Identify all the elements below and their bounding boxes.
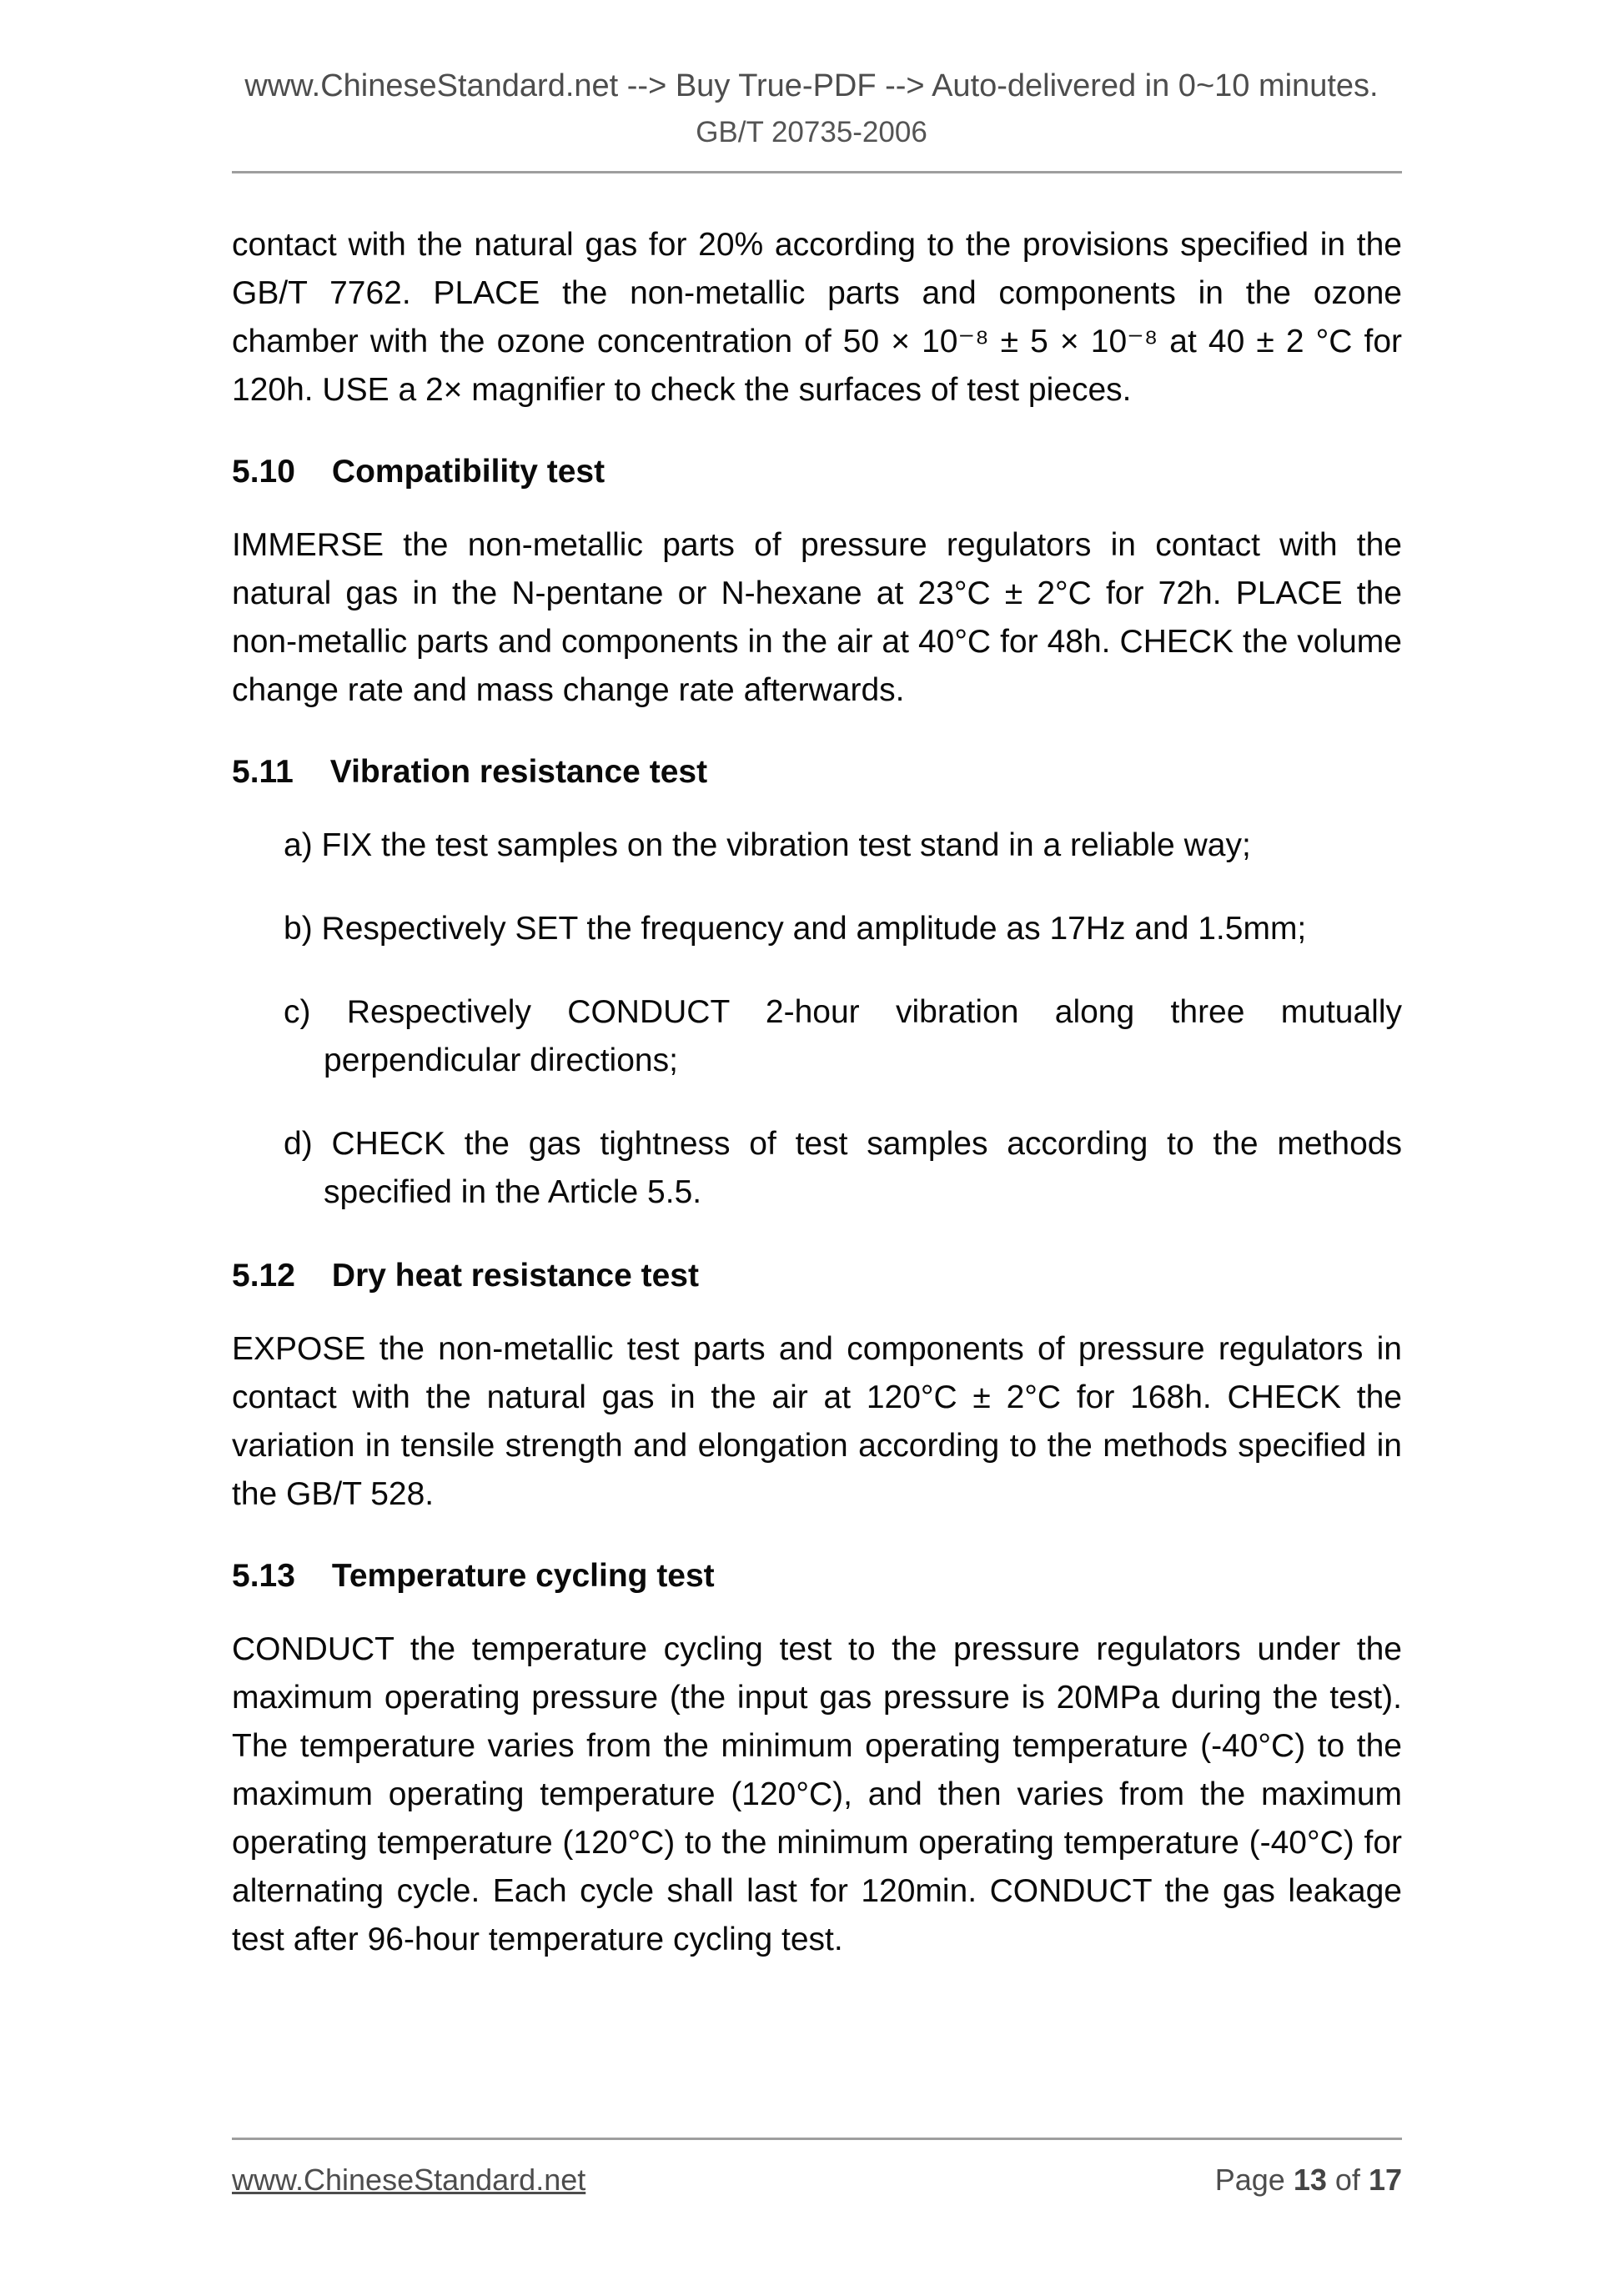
section-heading [232,448,1402,496]
list-item [232,905,1402,953]
section-heading [232,1252,1402,1300]
section-title: Dry heat resistance test [331,1258,699,1294]
list-item-marker: d) [284,1126,313,1162]
page-indicator [1215,2162,1402,2198]
section-number: 5.11 [232,754,294,790]
section-number: 5.12 [232,1258,295,1294]
body-paragraph: EXPOSE the non-metallic test parts and components of pressure regulators in contact with the natural gas in the air at 120°C ± 2°C for 168h. CHECK the variation in tensile strength and elongation according to the methods specified in the GB/T 528. [232,1331,1402,1512]
page-of-label: of [1334,2163,1360,2197]
body-paragraph: IMMERSE the non-metallic parts of pressure regulators in contact with the natural gas in the N-pentane or N-hexane at 23°C ± 2°C for 72h. PLACE the non-metallic parts and components in the air at 40°C for 48h. CHECK the volume change rate and mass change rate afterwards. [232,527,1402,708]
list-item-text: Respectively SET the frequency and amplitude as 17Hz and 1.5mm; [321,911,1307,947]
section-title: Temperature cycling test [331,1558,715,1594]
list-item-text: CHECK the gas tightness of test samples according to the methods specified in the Article 5.5. [324,1126,1402,1210]
section-heading [232,748,1402,796]
list-item-marker: a) [284,827,313,863]
footer-site-link[interactable]: www.ChineseStandard.net [232,2163,586,2197]
document-body [232,221,1402,1964]
intro-paragraph: contact with the natural gas for 20% according to the provisions specified in the GB/T 7762. PLACE the non-metallic parts and components in the ozone chamber with the ozone concentration of 50 × 10⁻⁸ ± 5 × 10⁻⁸ at 40 ± 2 °C for 120h. USE a 2× magnifier to check the surfaces of test pieces. [232,227,1402,408]
site-banner: www.ChineseStandard.net --> Buy True-PDF --> Auto-delivered in 0~10 minutes. [244,68,1379,103]
page-header [0,0,1623,150]
section-title: Compatibility test [331,454,605,490]
list-item-marker: b) [284,911,313,947]
page-total: 17 [1368,2163,1402,2197]
page-footer [232,2138,1402,2198]
section-title: Vibration resistance test [329,754,708,790]
list-item-marker: c) [284,994,311,1030]
page-number: 13 [1293,2163,1327,2197]
list-item [232,821,1402,870]
section-heading [232,1552,1402,1600]
list-item-text: Respectively CONDUCT 2-hour vibration along three mutually perpendicular directions; [324,994,1403,1078]
header-divider [232,171,1402,173]
section-number: 5.13 [232,1558,295,1594]
standard-number: GB/T 20735-2006 [696,116,927,148]
list-item [232,988,1402,1085]
page-label: Page [1214,2163,1285,2197]
list-item [232,1120,1402,1217]
body-paragraph: CONDUCT the temperature cycling test to the pressure regulators under the maximum operating pressure (the input gas pressure is 20MPa during the test). The temperature varies from the minimum operating temperature (-40°C) to the maximum operating temperature (120°C), and then varies from the maximum operating temperature (120°C) to the minimum operating temperature (-40°C) for alternating cycle. Each cycle shall last for 120min. CONDUCT the gas leakage test after 96-hour temperature cycling test. [232,1631,1402,1957]
list-item-text: FIX the test samples on the vibration test stand in a reliable way; [321,827,1251,863]
section-number: 5.10 [232,454,295,490]
